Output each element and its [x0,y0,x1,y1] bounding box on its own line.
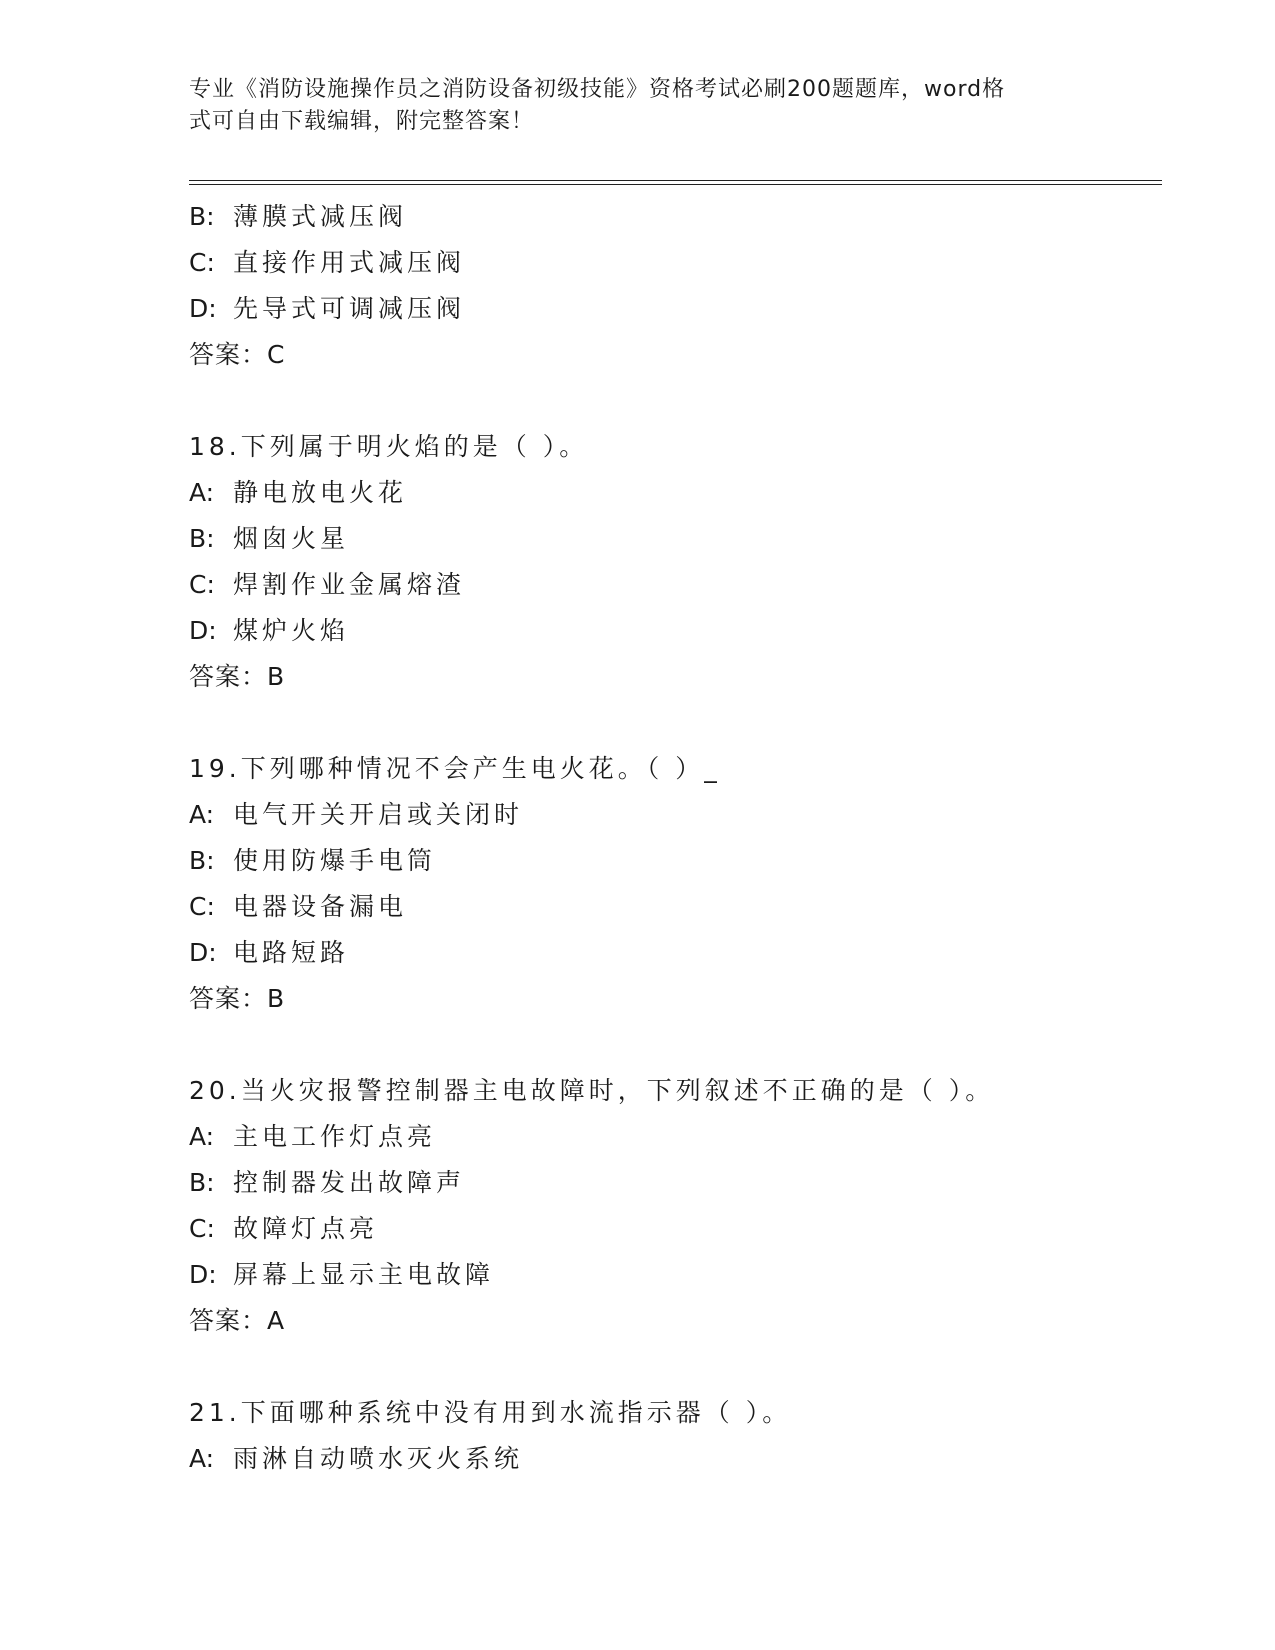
question-stem: 21.下面哪种系统中没有用到水流指示器（ ）。 [189,1398,792,1427]
option-prefix: C: [189,1214,215,1243]
option-text: 使用防爆手电筒 [233,846,437,875]
option-text: 薄膜式减压阀 [233,202,408,231]
spacer [189,1022,1149,1068]
document-header: 专业《消防设施操作员之消防设备初级技能》资格考试必刷200题题库，word格 式可自由下载编辑，附完整答案！ [189,77,1006,134]
option-line [189,608,1149,654]
question-stem: 18.下列属于明火焰的是（ ）。 [189,432,589,461]
option-text: 主电工作灯点亮 [233,1122,437,1151]
spacer [189,700,1149,746]
option-line [189,562,1149,608]
option-line [189,930,1149,976]
option-line [189,516,1149,562]
option-text: 直接作用式减压阀 [233,248,466,277]
option-prefix: C: [189,570,215,599]
option-prefix: A: [189,1444,215,1473]
option-prefix: B: [189,1168,215,1197]
option-line [189,470,1149,516]
answer-line: 答案：B [189,662,286,691]
option-line [189,838,1149,884]
option-text: 电器设备漏电 [233,892,408,921]
option-text: 屏幕上显示主电故障 [233,1260,495,1289]
option-line [189,1252,1149,1298]
option-text: 雨淋自动喷水灭火系统 [233,1444,524,1473]
option-line [189,1160,1149,1206]
option-text: 烟囱火星 [233,524,350,553]
option-line [189,1206,1149,1252]
question-stem: 20.当火灾报警控制器主电故障时，下列叙述不正确的是（ ）。 [189,1076,995,1105]
option-line [189,884,1149,930]
option-prefix: B: [189,202,215,231]
option-text: 先导式可调减压阀 [233,294,466,323]
option-prefix: A: [189,478,215,507]
option-text: 故障灯点亮 [233,1214,379,1243]
answer-line: 答案：B [189,984,286,1013]
option-prefix: B: [189,524,215,553]
option-prefix: C: [189,892,215,921]
option-text: 焊割作业金属熔渣 [233,570,466,599]
option-prefix: D: [189,616,217,645]
spacer [189,1344,1149,1390]
question-stem: 19.下列哪种情况不会产生电火花。（ ）_ [189,754,721,783]
option-line [189,194,1149,240]
option-line [189,240,1149,286]
option-text: 控制器发出故障声 [233,1168,466,1197]
option-prefix: D: [189,294,217,323]
option-prefix: A: [189,1122,215,1151]
question-content [189,194,1149,1482]
option-line [189,1436,1149,1482]
answer-line: 答案：C [189,340,286,369]
option-prefix: A: [189,800,215,829]
option-line [189,792,1149,838]
answer-line: 答案：A [189,1306,286,1335]
spacer [189,378,1149,424]
option-prefix: D: [189,938,217,967]
option-text: 静电放电火花 [233,478,408,507]
option-text: 煤炉火焰 [233,616,350,645]
option-prefix: C: [189,248,215,277]
option-line [189,1114,1149,1160]
option-prefix: B: [189,846,215,875]
option-text: 电气开关开启或关闭时 [233,800,524,829]
header-divider [189,180,1162,185]
option-text: 电路短路 [233,938,350,967]
option-line [189,286,1149,332]
option-prefix: D: [189,1260,217,1289]
